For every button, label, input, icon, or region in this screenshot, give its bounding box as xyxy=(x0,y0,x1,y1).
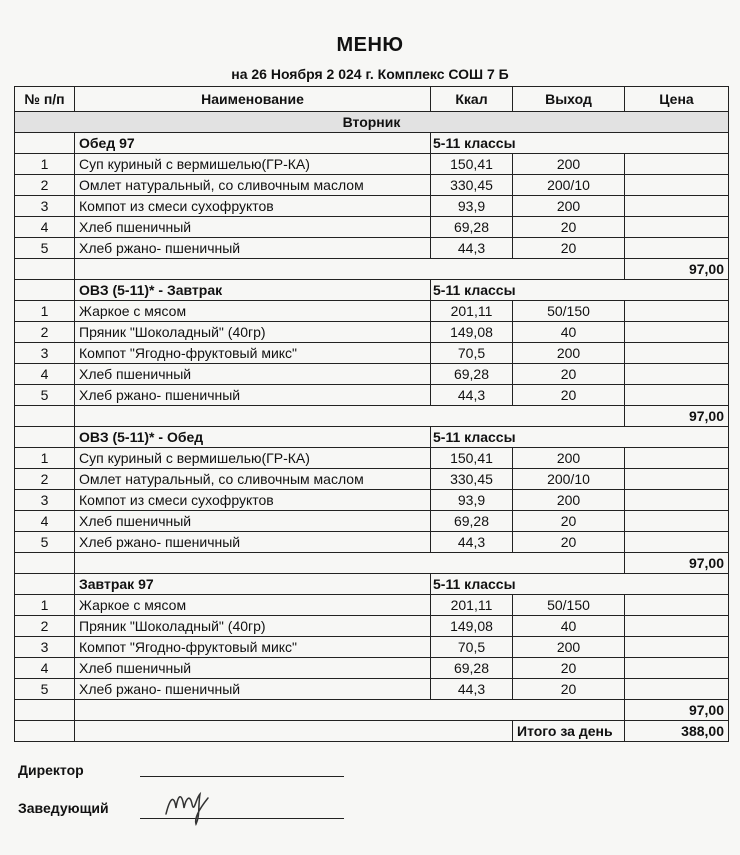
section-total-row xyxy=(15,406,729,427)
total-empty-cell xyxy=(15,721,75,742)
item-kcal: 93,9 xyxy=(431,490,513,511)
item-number: 5 xyxy=(15,679,75,700)
item-name: Омлет натуральный, со сливочным маслом xyxy=(75,469,431,490)
item-number: 3 xyxy=(15,637,75,658)
section-header-row xyxy=(15,427,729,448)
section-classes: 5-11 классы xyxy=(431,280,729,301)
item-output: 20 xyxy=(513,511,625,532)
item-output: 20 xyxy=(513,238,625,259)
menu-item-row xyxy=(15,343,729,364)
item-name: Омлет натуральный, со сливочным маслом xyxy=(75,175,431,196)
day-row xyxy=(15,112,729,133)
menu-item-row xyxy=(15,175,729,196)
item-output: 200 xyxy=(513,448,625,469)
item-name: Пряник "Шоколадный" (40гр) xyxy=(75,322,431,343)
col-header-name: Наименование xyxy=(75,87,431,112)
total-empty-cell xyxy=(75,406,625,427)
section-total-row xyxy=(15,700,729,721)
section-title: Обед 97 xyxy=(75,133,431,154)
item-number: 2 xyxy=(15,616,75,637)
item-number: 5 xyxy=(15,532,75,553)
page-title: МЕНЮ xyxy=(336,34,404,56)
menu-item-row xyxy=(15,217,729,238)
item-number: 3 xyxy=(15,490,75,511)
item-price xyxy=(625,217,729,238)
item-number: 2 xyxy=(15,469,75,490)
section-header-row xyxy=(15,574,729,595)
item-price xyxy=(625,679,729,700)
manager-label: Заведующий xyxy=(18,800,109,816)
item-kcal: 201,11 xyxy=(431,301,513,322)
item-price xyxy=(625,343,729,364)
item-price xyxy=(625,175,729,196)
menu-item-row xyxy=(15,154,729,175)
item-name: Хлеб пшеничный xyxy=(75,511,431,532)
menu-item-row xyxy=(15,532,729,553)
item-kcal: 69,28 xyxy=(431,217,513,238)
menu-item-row xyxy=(15,595,729,616)
item-name: Хлеб ржано- пшеничный xyxy=(75,238,431,259)
item-kcal: 69,28 xyxy=(431,658,513,679)
item-kcal: 44,3 xyxy=(431,679,513,700)
total-empty-cell xyxy=(75,259,625,280)
item-price xyxy=(625,595,729,616)
handwritten-signature xyxy=(160,784,220,828)
menu-item-row xyxy=(15,196,729,217)
col-header-price: Цена xyxy=(625,87,729,112)
item-name: Суп куриный с вермишелью(ГР-КА) xyxy=(75,448,431,469)
item-number: 4 xyxy=(15,511,75,532)
item-number: 4 xyxy=(15,658,75,679)
total-empty-cell xyxy=(15,700,75,721)
section-title: ОВЗ (5-11)* - Обед xyxy=(75,427,431,448)
item-kcal: 70,5 xyxy=(431,637,513,658)
section-total-row xyxy=(15,259,729,280)
item-kcal: 149,08 xyxy=(431,322,513,343)
item-number: 4 xyxy=(15,364,75,385)
item-price xyxy=(625,196,729,217)
item-name: Хлеб пшеничный xyxy=(75,217,431,238)
item-price xyxy=(625,385,729,406)
item-kcal: 93,9 xyxy=(431,196,513,217)
item-price xyxy=(625,154,729,175)
director-label: Директор xyxy=(18,762,84,778)
item-output: 50/150 xyxy=(513,595,625,616)
section-header-row xyxy=(15,280,729,301)
menu-item-row xyxy=(15,616,729,637)
total-empty-cell xyxy=(75,553,625,574)
item-price xyxy=(625,511,729,532)
item-name: Компот "Ягодно-фруктовый микс" xyxy=(75,637,431,658)
menu-item-row xyxy=(15,238,729,259)
item-number: 2 xyxy=(15,322,75,343)
menu-table xyxy=(14,86,729,742)
item-name: Жаркое с мясом xyxy=(75,301,431,322)
menu-item-row xyxy=(15,322,729,343)
menu-item-row xyxy=(15,469,729,490)
day-label: Вторник xyxy=(15,112,729,133)
item-price xyxy=(625,238,729,259)
item-price xyxy=(625,322,729,343)
total-empty-cell xyxy=(75,721,513,742)
director-signature-line xyxy=(140,776,344,777)
signatures-block xyxy=(18,762,109,816)
menu-body xyxy=(15,112,729,742)
section-classes: 5-11 классы xyxy=(431,133,729,154)
item-number: 1 xyxy=(15,595,75,616)
item-output: 20 xyxy=(513,658,625,679)
section-title: Завтрак 97 xyxy=(75,574,431,595)
item-kcal: 44,3 xyxy=(431,385,513,406)
day-total-label: Итого за день xyxy=(513,721,625,742)
item-output: 20 xyxy=(513,532,625,553)
section-title: ОВЗ (5-11)* - Завтрак xyxy=(75,280,431,301)
menu-item-row xyxy=(15,364,729,385)
menu-item-row xyxy=(15,511,729,532)
menu-subtitle: на 26 Ноября 2 024 г. Комплекс СОШ 7 Б xyxy=(231,66,509,82)
item-kcal: 44,3 xyxy=(431,532,513,553)
item-price xyxy=(625,469,729,490)
col-header-kcal: Ккал xyxy=(431,87,513,112)
col-header-number: № п/п xyxy=(15,87,75,112)
day-total-row xyxy=(15,721,729,742)
item-output: 20 xyxy=(513,217,625,238)
item-kcal: 201,11 xyxy=(431,595,513,616)
section-number-cell xyxy=(15,280,75,301)
item-output: 200/10 xyxy=(513,469,625,490)
section-total: 97,00 xyxy=(625,553,729,574)
section-total-row xyxy=(15,553,729,574)
item-name: Хлеб ржано- пшеничный xyxy=(75,532,431,553)
item-name: Суп куриный с вермишелью(ГР-КА) xyxy=(75,154,431,175)
item-price xyxy=(625,364,729,385)
section-total: 97,00 xyxy=(625,700,729,721)
day-total-value: 388,00 xyxy=(625,721,729,742)
menu-item-row xyxy=(15,490,729,511)
menu-item-row xyxy=(15,385,729,406)
item-price xyxy=(625,301,729,322)
item-number: 5 xyxy=(15,385,75,406)
section-header-row xyxy=(15,133,729,154)
item-number: 1 xyxy=(15,301,75,322)
item-output: 20 xyxy=(513,385,625,406)
header-row xyxy=(15,87,729,112)
item-output: 200/10 xyxy=(513,175,625,196)
item-number: 4 xyxy=(15,217,75,238)
item-price xyxy=(625,637,729,658)
item-kcal: 149,08 xyxy=(431,616,513,637)
item-kcal: 69,28 xyxy=(431,364,513,385)
item-kcal: 70,5 xyxy=(431,343,513,364)
section-total: 97,00 xyxy=(625,259,729,280)
item-number: 1 xyxy=(15,448,75,469)
item-output: 200 xyxy=(513,490,625,511)
menu-item-row xyxy=(15,658,729,679)
item-kcal: 69,28 xyxy=(431,511,513,532)
item-output: 20 xyxy=(513,679,625,700)
item-output: 200 xyxy=(513,637,625,658)
total-empty-cell xyxy=(15,553,75,574)
item-name: Хлеб пшеничный xyxy=(75,658,431,679)
section-classes: 5-11 классы xyxy=(431,427,729,448)
item-number: 1 xyxy=(15,154,75,175)
item-kcal: 330,45 xyxy=(431,469,513,490)
total-empty-cell xyxy=(75,700,625,721)
item-price xyxy=(625,532,729,553)
menu-item-row xyxy=(15,448,729,469)
item-name: Жаркое с мясом xyxy=(75,595,431,616)
item-number: 3 xyxy=(15,196,75,217)
item-kcal: 330,45 xyxy=(431,175,513,196)
section-number-cell xyxy=(15,427,75,448)
item-name: Компот "Ягодно-фруктовый микс" xyxy=(75,343,431,364)
total-empty-cell xyxy=(15,259,75,280)
item-name: Хлеб пшеничный xyxy=(75,364,431,385)
item-number: 5 xyxy=(15,238,75,259)
item-number: 3 xyxy=(15,343,75,364)
item-number: 2 xyxy=(15,175,75,196)
item-output: 200 xyxy=(513,154,625,175)
total-empty-cell xyxy=(15,406,75,427)
item-name: Хлеб ржано- пшеничный xyxy=(75,679,431,700)
item-name: Компот из смеси сухофруктов xyxy=(75,490,431,511)
item-price xyxy=(625,616,729,637)
item-price xyxy=(625,658,729,679)
item-kcal: 150,41 xyxy=(431,154,513,175)
col-header-output: Выход xyxy=(513,87,625,112)
item-output: 40 xyxy=(513,322,625,343)
menu-item-row xyxy=(15,679,729,700)
section-total: 97,00 xyxy=(625,406,729,427)
item-output: 200 xyxy=(513,343,625,364)
menu-item-row xyxy=(15,637,729,658)
item-output: 20 xyxy=(513,364,625,385)
item-price xyxy=(625,448,729,469)
item-kcal: 44,3 xyxy=(431,238,513,259)
section-classes: 5-11 классы xyxy=(431,574,729,595)
item-name: Компот из смеси сухофруктов xyxy=(75,196,431,217)
item-name: Хлеб ржано- пшеничный xyxy=(75,385,431,406)
item-output: 50/150 xyxy=(513,301,625,322)
item-price xyxy=(625,490,729,511)
section-number-cell xyxy=(15,133,75,154)
item-output: 40 xyxy=(513,616,625,637)
section-number-cell xyxy=(15,574,75,595)
item-output: 200 xyxy=(513,196,625,217)
item-name: Пряник "Шоколадный" (40гр) xyxy=(75,616,431,637)
item-kcal: 150,41 xyxy=(431,448,513,469)
menu-item-row xyxy=(15,301,729,322)
